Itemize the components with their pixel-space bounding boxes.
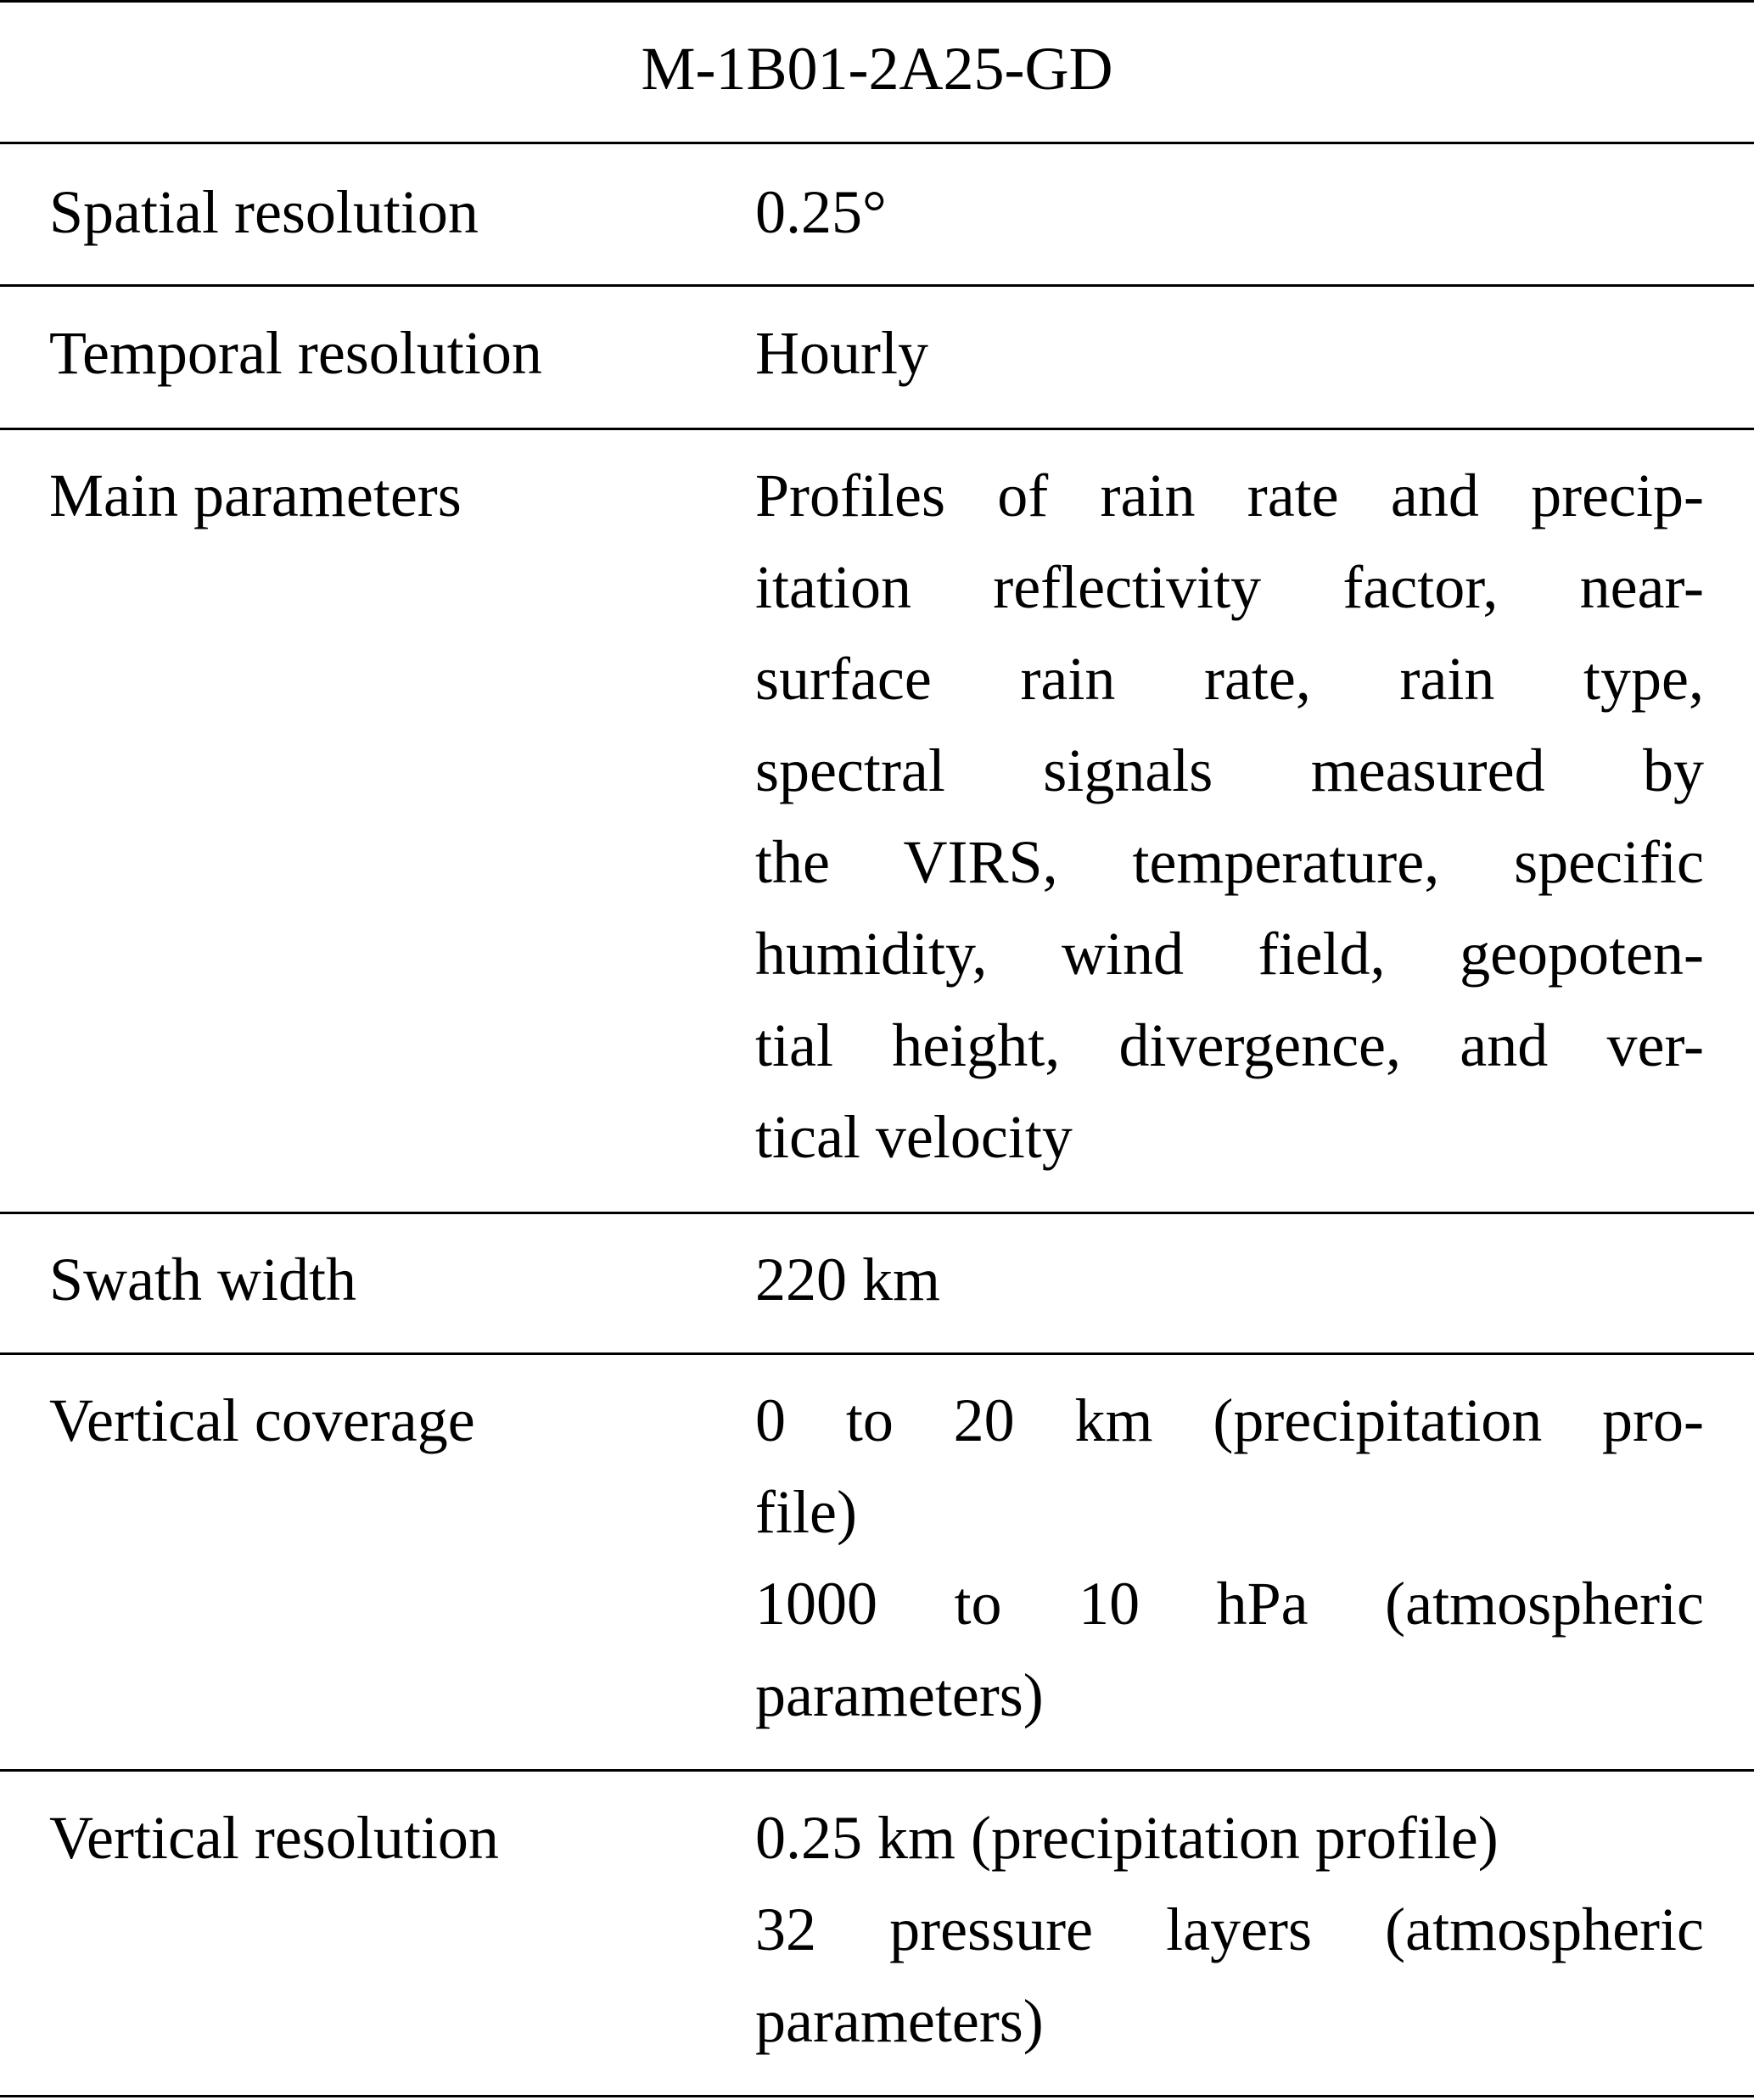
value-line: 0.25 km (precipitation profile) [755,1804,1499,1872]
value-line: Hourly [755,319,928,387]
value-line: the VIRS, temperature, specific [755,828,1704,896]
value-line: parameters) [755,1661,1044,1729]
row-value [755,1792,1704,2067]
value-line: itation reflectivity factor, near- [755,553,1704,621]
row-value [755,1234,1704,1325]
row-label: Temporal resolution [49,319,542,387]
row-divider [0,284,1754,287]
table-bottom-rule [0,2095,1754,2097]
value-line: tical velocity [755,1103,1073,1171]
value-line: file) [755,1478,857,1546]
row-label: Spatial resolution [49,178,479,246]
row-divider [0,1769,1754,1772]
value-line: humidity, wind field, geopoten- [755,920,1704,988]
row-label: Main parameters [49,462,462,529]
value-line: Profiles of rain rate and precip- [755,462,1704,529]
row-value [755,307,1704,399]
value-line: 32 pressure layers (atmospheric [755,1896,1704,1963]
value-line: 220 km [755,1246,941,1313]
row-label: Swath width [49,1246,357,1313]
value-line: 1000 to 10 hPa (atmospheric [755,1570,1704,1638]
value-line: 0 to 20 km (precipitation pro- [755,1386,1704,1454]
table-title: M-1B01-2A25-GD [641,35,1113,103]
table-header-rule [0,142,1754,144]
value-line: tial height, divergence, and ver- [755,1011,1704,1079]
row-value [755,1375,1704,1741]
row-divider [0,428,1754,430]
value-line: surface rain rate, rain type, [755,645,1704,713]
row-value [755,166,1704,258]
row-divider [0,1212,1754,1214]
table-top-rule [0,0,1754,3]
value-line: parameters) [755,1987,1044,2055]
row-divider [0,1352,1754,1355]
row-label: Vertical coverage [49,1386,475,1454]
value-line: 0.25° [755,178,887,246]
row-value [755,450,1704,1183]
value-line: spectral signals measured by [755,736,1704,804]
row-label: Vertical resolution [49,1804,499,1872]
